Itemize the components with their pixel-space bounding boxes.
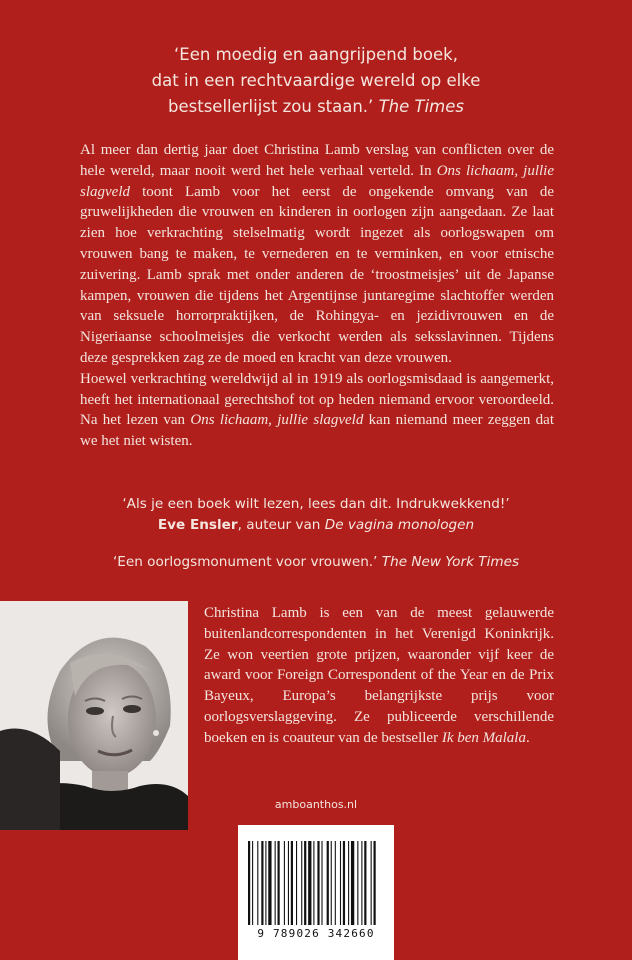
blurb (80, 140, 554, 452)
author-photo (0, 601, 188, 830)
publisher-website: amboanthos.nl (274, 798, 358, 811)
quote-line: bestsellerlijst zou staan.’ The Times (168, 97, 464, 116)
barcode-panel (238, 825, 394, 960)
barcode-icon (248, 841, 384, 925)
quote-source: The New York Times (381, 554, 520, 570)
quote-text: ‘Een oorlogsmonument voor vrouwen.’ (112, 554, 378, 570)
top-review-quote (100, 42, 532, 120)
book-title: Ons lichaam, jullie slagveld (80, 162, 554, 200)
book-title: Ons lichaam, jullie slagveld (190, 412, 364, 429)
blurb-paragraph-1: Al meer dan dertig jaar doet Christina Lamb verslag van conflicten over de hele wereld, maar nooit werd het hele verhaal verteld. In Ons lichaam, jullie slagveld toont Lamb voor het eerst de ongekende omvang van de gruwelijkheden die vrouwen en kinderen in oorlogen zijn aangedaan. Ze laat zien hoe verkrachting stelselmatig wordt ingezet als oorlogswapen om vrouwen bang te maken, te vernederen en te verminken, en voor etnische zuivering. Lamb sprak met onder anderen de ‘troostmeisjes’ uit de Japanse kampen, vrouwen die tijdens het Argentijnse juntaregime slachtoffer werden van seksuele horrorpraktijken, de Rohingya- en jezidivrouwen en de Nigeriaanse schoolmeisjes die verkocht werden als seksslavinnen. Tijdens deze gesprekken zag ze de moed en kracht van deze vrouwen. (80, 142, 554, 366)
quote-line: ‘Een moedig en aangrijpend boek, (174, 45, 458, 64)
isbn-number: 9 789026 342660 (257, 927, 375, 940)
quote-source: The Times (378, 97, 464, 116)
bio-book-title: Ik ben Malala (441, 729, 526, 746)
quote-text: ‘Als je een boek wilt lezen, lees dan dit. Indrukwekkend!’ (122, 496, 510, 512)
nyt-review-quote (96, 552, 536, 573)
quote-line: dat in een rechtvaardige wereld op elke (151, 71, 481, 90)
blurb-paragraph-2: Hoewel verkrachting wereldwijd al in 1919 als oorlogsmisdaad is aangemerkt, heeft het internationaal gerechtshof tot op heden niemand ervoor veroordeeld. Na het lezen van Ons lichaam, jullie slagveld kan niemand meer zeggen dat we het niet wisten. (80, 370, 554, 450)
ensler-review-quote (96, 494, 536, 536)
quote-book: De vagina monologen (324, 517, 475, 533)
author-bio: Christina Lamb is een van de meest gelauwerde buitenlandcorrespondenten in het Verenigd Koninkrijk. Ze won veertien grote prijzen, waaronder vijf keer de award voor Foreign Correspondent of the Year en de Prix Bayeux, Europa’s belangrijkste prijs voor oorlogsverslaggeving. Ze publiceerde verschillende boeken en is coauteur van de bestseller Ik ben Malala. (204, 605, 554, 746)
quote-author: Eve Ensler (157, 517, 238, 533)
author-portrait-image (0, 601, 188, 830)
quote-attribution: Eve Ensler, auteur van De vagina monologen (157, 517, 475, 533)
